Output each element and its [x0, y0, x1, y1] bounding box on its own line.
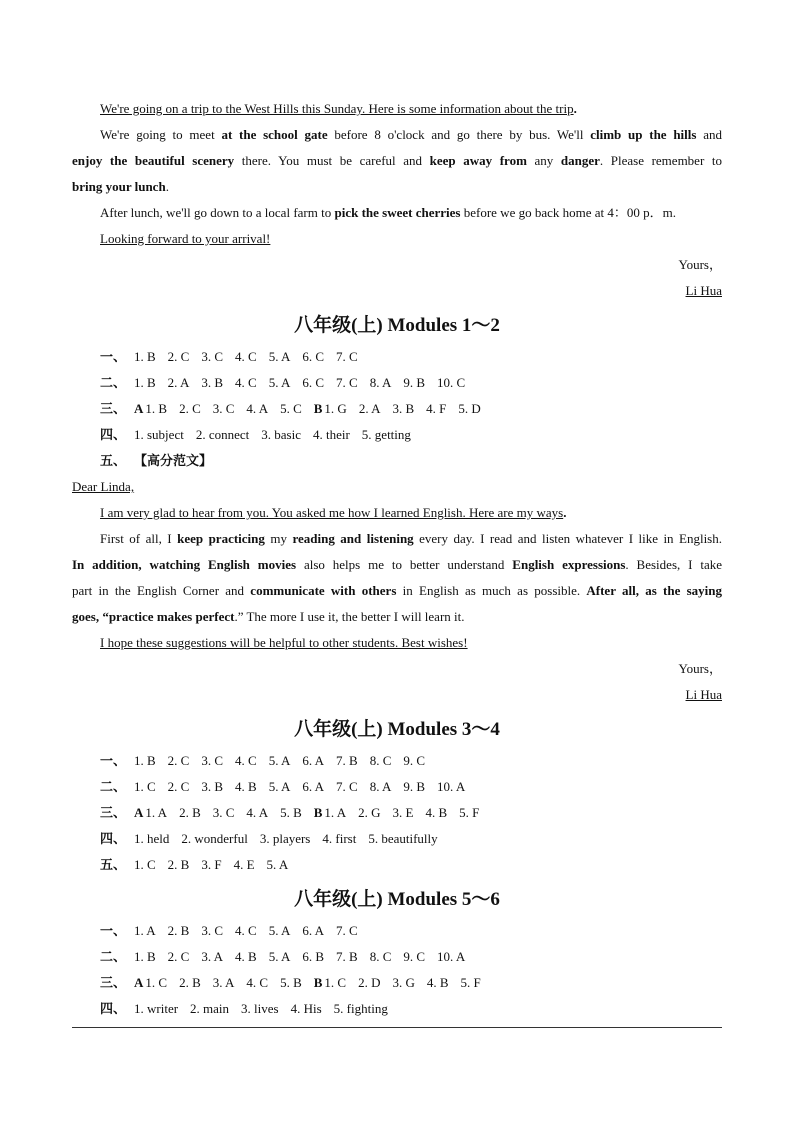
answer-item: 10. A	[437, 949, 466, 964]
answer-item: 1. A	[145, 805, 168, 820]
answer-item: 2. A	[167, 375, 190, 390]
answer-item: 2. B	[179, 805, 201, 820]
answer-item: 3. C	[201, 923, 224, 938]
answer-item: 2. C	[167, 779, 190, 794]
answer-key-page	[72, 96, 722, 1022]
section2-row2: 二、 1. C 2. C 3. B 4. B 5. A 6. A 7. C 8. A 9. B 10. A	[72, 774, 722, 800]
section1-row3: 三、 A 1. B 2. C 3. C 4. A 5. C B 1. G 2. A 3. B 4. F 5. D	[72, 396, 722, 422]
answer-item: 6. A	[302, 753, 325, 768]
answer-item: 3. lives	[241, 1001, 279, 1016]
answer-item: 2. C	[167, 753, 190, 768]
letter2-sign-yours: Yours，	[678, 661, 722, 676]
section1-row4: 四、 1. subject 2. connect 3. basic 4. their 5. getting	[72, 422, 722, 448]
items	[134, 427, 423, 442]
answer-item: 1. C	[134, 779, 156, 794]
answer-item: 4. C	[235, 349, 257, 364]
answer-item: 4. their	[312, 427, 350, 442]
answer-item: 8. A	[369, 779, 392, 794]
letter1-para2: After lunch, we'll go down to a local farm to pick the sweet cherries before we go back home at 4：00 p．m.	[100, 205, 677, 220]
answer-item: 3. basic	[261, 427, 301, 442]
bottom-divider	[72, 1027, 722, 1028]
items	[134, 753, 437, 768]
answer-item: 1. held	[134, 831, 170, 846]
answer-item: 5. A	[268, 923, 291, 938]
answer-item: 2. C	[167, 349, 190, 364]
answer-item: 1. C	[134, 857, 156, 872]
answer-item: 3. A	[212, 975, 235, 990]
answer-item: 7. C	[336, 779, 358, 794]
section1-title: 八年级(上) Modules 1～2	[294, 315, 500, 336]
answer-item: 5. F	[459, 805, 480, 820]
answer-item: 5. B	[280, 805, 302, 820]
answer-item: 2. B	[167, 857, 190, 872]
answer-item: 9. C	[403, 753, 426, 768]
answer-item: 8. C	[369, 753, 392, 768]
answer-item: 4. E	[233, 857, 255, 872]
items	[134, 375, 477, 390]
section1-row1: 一、 1. B 2. C 3. C 4. C 5. A 6. C 7. C	[72, 344, 722, 370]
answer-item: 2. A	[358, 401, 381, 416]
letter2-sign-name: Li Hua	[685, 687, 722, 702]
answer-item: 6. A	[302, 779, 325, 794]
answer-item: 5. A	[268, 753, 291, 768]
letter2-para-line2: In addition, watching English movies also helps me to better understand English expressions. Besides, I take	[72, 557, 723, 572]
answer-item: 4. C	[235, 375, 257, 390]
answer-item: 6. C	[302, 349, 325, 364]
answer-item: 9. C	[403, 949, 426, 964]
answer-item: 6. B	[302, 949, 325, 964]
answer-item: 5. fighting	[333, 1001, 388, 1016]
letter2-para-line1: First of all, I keep practicing my reading and listening every day. I read and listen whatever I like in English.	[100, 531, 722, 546]
answer-item: 2. wonderful	[181, 831, 248, 846]
letter1-para1-line1: We're going to meet at the school gate before 8 o'clock and go there by bus. We'll climb up the hills and	[100, 127, 722, 142]
answer-item: 6. C	[302, 375, 325, 390]
answer-item: 3. E	[392, 805, 414, 820]
items	[134, 779, 477, 794]
answer-item: 5. getting	[361, 427, 411, 442]
letter1-para1-line3: bring your lunch.	[72, 179, 169, 194]
answer-item: 1. G	[324, 401, 347, 416]
answer-item: 3. G	[392, 975, 415, 990]
answer-item: 2. G	[358, 805, 381, 820]
answer-item: 5. A	[268, 349, 291, 364]
letter1-sign-yours: Yours，	[678, 257, 722, 272]
section3-row3: 三、 A 1. C 2. B 3. A 4. C 5. B B 1. C 2. D 3. G 4. B 5. F	[72, 970, 722, 996]
answer-item: 1. B	[145, 401, 168, 416]
section2-row4: 四、 1. held 2. wonderful 3. players 4. first 5. beautifully	[72, 826, 722, 852]
answer-item: 1. C	[324, 975, 347, 990]
section1-row2: 二、 1. B 2. A 3. B 4. C 5. A 6. C 7. C 8. A 9. B 10. C	[72, 370, 722, 396]
items	[145, 401, 313, 416]
answer-item: 3. F	[201, 857, 222, 872]
answer-item: 2. B	[179, 975, 201, 990]
answer-item: 4. C	[235, 753, 257, 768]
answer-item: 4. first	[322, 831, 357, 846]
section2-row1: 一、 1. B 2. C 3. C 4. C 5. A 6. A 7. B 8. C 9. C	[72, 748, 722, 774]
answer-item: 7. C	[336, 923, 358, 938]
answer-item: 3. B	[201, 779, 224, 794]
answer-item: 5. A	[268, 375, 291, 390]
items	[145, 975, 313, 990]
answer-item: 3. A	[201, 949, 224, 964]
answer-item: 5. beautifully	[368, 831, 438, 846]
answer-item: 1. subject	[134, 427, 184, 442]
answer-item: 1. A	[324, 805, 347, 820]
letter2-greeting: Dear Linda,	[72, 479, 135, 494]
answer-item: 3. C	[212, 401, 235, 416]
section1-row5: 五、 【高分范文】	[100, 453, 213, 468]
answer-item: 2. D	[358, 975, 381, 990]
letter2-para-line3: part in the English Corner and communicate with others in English as much as possible. After all, as the saying	[72, 583, 722, 598]
answer-item: 7. B	[336, 753, 358, 768]
answer-item: 5. F	[460, 975, 481, 990]
answer-item: 5. A	[266, 857, 289, 872]
answer-item: 4. B	[425, 805, 448, 820]
answer-item: 2. B	[167, 923, 190, 938]
items	[134, 923, 370, 938]
answer-item: 2. C	[167, 949, 190, 964]
answer-item: 7. C	[336, 375, 358, 390]
section2-row5: 五、 1. C 2. B 3. F 4. E 5. A	[72, 852, 722, 878]
answer-item: 2. connect	[195, 427, 250, 442]
answer-item: 8. A	[369, 375, 392, 390]
section3-title: 八年级(上) Modules 5～6	[294, 889, 500, 910]
answer-item: 4. B	[235, 949, 257, 964]
letter1-intro: We're going on a trip to the West Hills this Sunday. Here is some information about the trip.	[100, 101, 577, 116]
items	[134, 349, 370, 364]
answer-item: 4. C	[235, 923, 257, 938]
answer-item: 5. B	[280, 975, 302, 990]
answer-item: 2. C	[179, 401, 201, 416]
answer-item: 1. B	[134, 375, 156, 390]
letter2-closing: I hope these suggestions will be helpful to other students. Best wishes!	[100, 635, 468, 650]
letter2-para-line4: goes, “practice makes perfect.” The more I use it, the better I will learn it.	[72, 609, 465, 624]
answer-item: 3. B	[392, 401, 415, 416]
letter2-intro: I am very glad to hear from you. You asked me how I learned English. Here are my ways.	[100, 505, 567, 520]
answer-item: 1. C	[145, 975, 168, 990]
letter1-closing: Looking forward to your arrival!	[100, 231, 271, 246]
items	[134, 857, 300, 872]
answer-item: 9. B	[403, 779, 426, 794]
section2-row3: 三、 A 1. A 2. B 3. C 4. A 5. B B 1. A 2. G 3. E 4. B 5. F	[72, 800, 722, 826]
letter1-para1-line2: enjoy the beautiful scenery there. You must be careful and keep away from any danger. Please remember to	[72, 153, 722, 168]
answer-item: 2. main	[190, 1001, 230, 1016]
answer-item: 3. C	[201, 753, 224, 768]
answer-item: 3. players	[259, 831, 311, 846]
answer-item: 5. D	[458, 401, 481, 416]
answer-item: 5. A	[268, 949, 291, 964]
answer-item: 9. B	[403, 375, 426, 390]
answer-item: 4. B	[426, 975, 449, 990]
answer-item: 1. A	[134, 923, 156, 938]
items	[134, 949, 477, 964]
items	[324, 975, 492, 990]
answer-item: 4. C	[246, 975, 269, 990]
answer-item: 4. A	[246, 805, 269, 820]
answer-item: 6. A	[302, 923, 325, 938]
answer-item: 10. C	[437, 375, 466, 390]
answer-item: 4. A	[246, 401, 269, 416]
section3-row4: 四、 1. writer 2. main 3. lives 4. His 5. fighting	[72, 996, 722, 1022]
answer-item: 4. B	[235, 779, 257, 794]
answer-item: 3. C	[212, 805, 235, 820]
answer-item: 1. B	[134, 349, 156, 364]
answer-item: 10. A	[437, 779, 466, 794]
section3-row1: 一、 1. A 2. B 3. C 4. C 5. A 6. A 7. C	[72, 918, 722, 944]
items	[324, 805, 491, 820]
answer-item: 1. writer	[134, 1001, 179, 1016]
answer-item: 5. C	[280, 401, 302, 416]
answer-item: 5. A	[268, 779, 291, 794]
letter1-sign-name: Li Hua	[685, 283, 722, 298]
answer-item: 4. His	[290, 1001, 322, 1016]
answer-item: 8. C	[369, 949, 392, 964]
items	[134, 1001, 400, 1016]
answer-item: 7. B	[336, 949, 358, 964]
answer-item: 7. C	[336, 349, 358, 364]
items	[324, 401, 492, 416]
answer-item: 3. B	[201, 375, 224, 390]
answer-item: 3. C	[201, 349, 224, 364]
section3-row2: 二、 1. B 2. C 3. A 4. B 5. A 6. B 7. B 8. C 9. C 10. A	[72, 944, 722, 970]
answer-item: 1. B	[134, 753, 156, 768]
items	[134, 831, 450, 846]
answer-item: 4. F	[426, 401, 447, 416]
items	[145, 805, 313, 820]
answer-item: 1. B	[134, 949, 156, 964]
section2-title: 八年级(上) Modules 3～4	[294, 719, 500, 740]
